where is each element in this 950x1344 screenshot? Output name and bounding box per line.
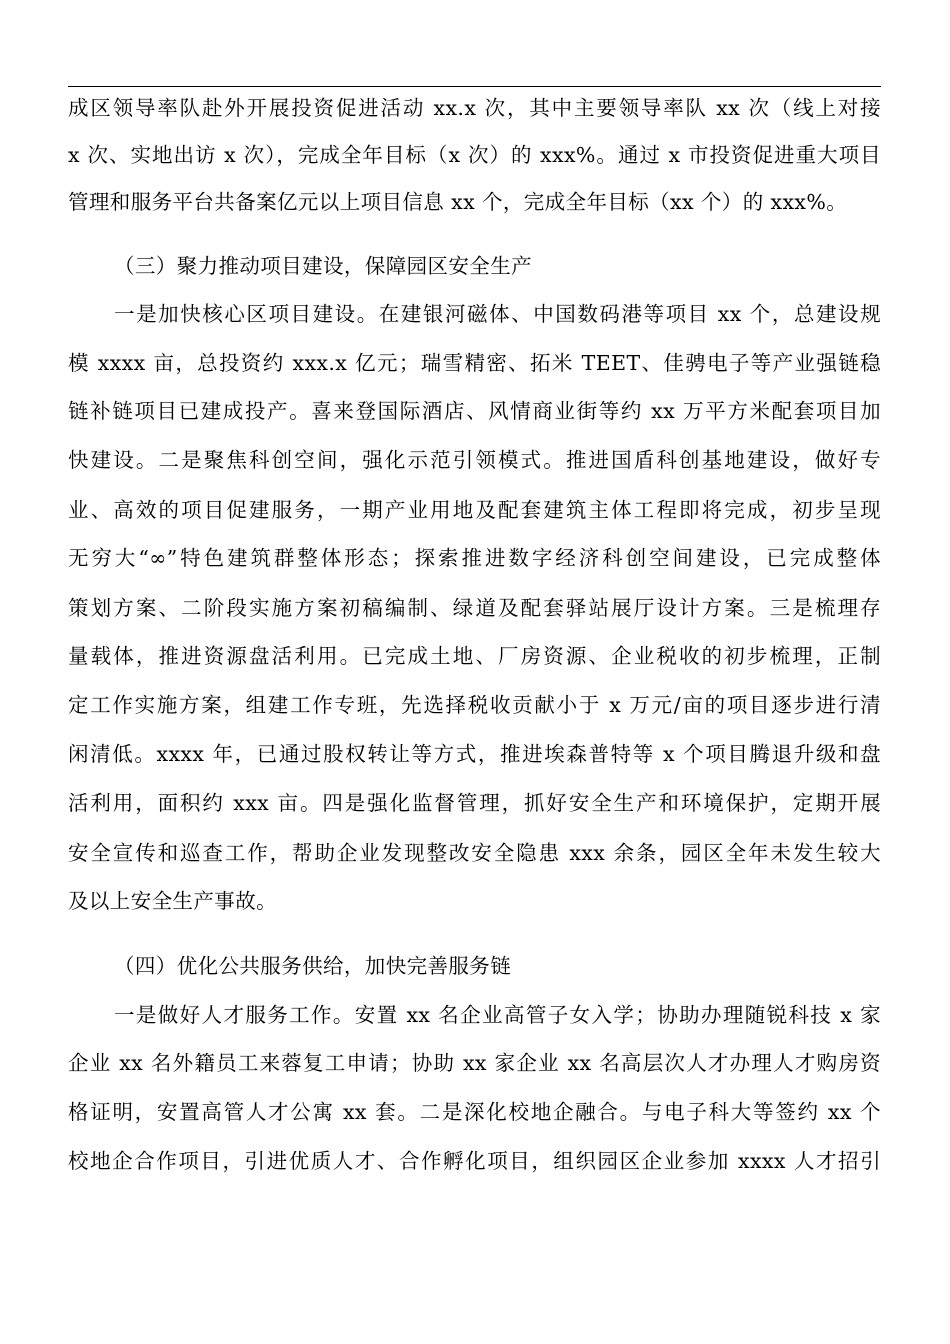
paragraph-line: 策划方案、二阶段实施方案初稿编制、绿道及配套驿站展厅设计方案。三是梳理存 bbox=[68, 596, 881, 620]
paragraph-line: 定工作实施方案，组建工作专班，先选择税收贡献小于 x 万元/亩的项目逐步进行清 bbox=[68, 693, 881, 717]
section-heading: （四）优化公共服务供给，加快完善服务链 bbox=[114, 954, 512, 978]
paragraph-line: 及以上安全生产事故。 bbox=[68, 889, 277, 913]
paragraph-line: 快建设。二是聚焦科创空间，强化示范引领模式。推进国盾科创基地建设，做好专 bbox=[68, 448, 881, 472]
paragraph-line: x 次、实地出访 x 次），完成全年目标（x 次）的 xxx%。通过 x 市投资促进重大项目 bbox=[68, 143, 881, 167]
paragraph-line: 无穷大“∞”特色建筑群整体形态；探索推进数字经济科创空间建设，已完成整体 bbox=[68, 546, 881, 570]
paragraph-line: 链补链项目已建成投产。喜来登国际酒店、风情商业街等约 xx 万平方米配套项目加 bbox=[68, 399, 881, 423]
paragraph-line: 业、高效的项目促建服务，一期产业用地及配套建筑主体工程即将完成，初步呈现 bbox=[68, 498, 881, 522]
paragraph-line: 一是加快核心区项目建设。在建银河磁体、中国数码港等项目 xx 个，总建设规 bbox=[114, 302, 881, 326]
paragraph-line: 闲清低。xxxx 年，已通过股权转让等方式，推进埃森普特等 x 个项目腾退升级和盘 bbox=[68, 742, 881, 766]
paragraph-line: 管理和服务平台共备案亿元以上项目信息 xx 个，完成全年目标（xx 个）的 xxx%。 bbox=[68, 190, 848, 214]
paragraph-line: 活利用，面积约 xxx 亩。四是强化监督管理，抓好安全生产和环境保护，定期开展 bbox=[68, 791, 881, 815]
paragraph-line: 模 xxxx 亩，总投资约 xxx.x 亿元；瑞雪精密、拓米 TEET、佳骋电子等产业强链稳 bbox=[68, 351, 881, 375]
paragraph-line: 量载体，推进资源盘活利用。已完成土地、厂房资源、企业税收的初步梳理，正制 bbox=[68, 644, 881, 668]
header-rule bbox=[68, 86, 881, 87]
paragraph-line: 企业 xx 名外籍员工来蓉复工申请；协助 xx 家企业 xx 名高层次人才办理人才购房资 bbox=[68, 1051, 881, 1075]
section-heading: （三）聚力推动项目建设，保障园区安全生产 bbox=[114, 254, 532, 278]
paragraph-line: 格证明，安置高管人才公寓 xx 套。二是深化校地企融合。与电子科大等签约 xx 个 bbox=[68, 1100, 881, 1124]
paragraph-line: 校地企合作项目，引进优质人才、合作孵化项目，组织园区企业参加 xxxx 人才招引 bbox=[68, 1149, 881, 1173]
paragraph-line: 一是做好人才服务工作。安置 xx 名企业高管子女入学；协助办理随锐科技 x 家 bbox=[114, 1003, 881, 1027]
paragraph-line: 安全宣传和巡查工作，帮助企业发现整改安全隐患 xxx 余条，园区全年未发生较大 bbox=[68, 841, 881, 865]
paragraph-line: 成区领导率队赴外开展投资促进活动 xx.x 次，其中主要领导率队 xx 次（线上对接 bbox=[68, 96, 881, 120]
